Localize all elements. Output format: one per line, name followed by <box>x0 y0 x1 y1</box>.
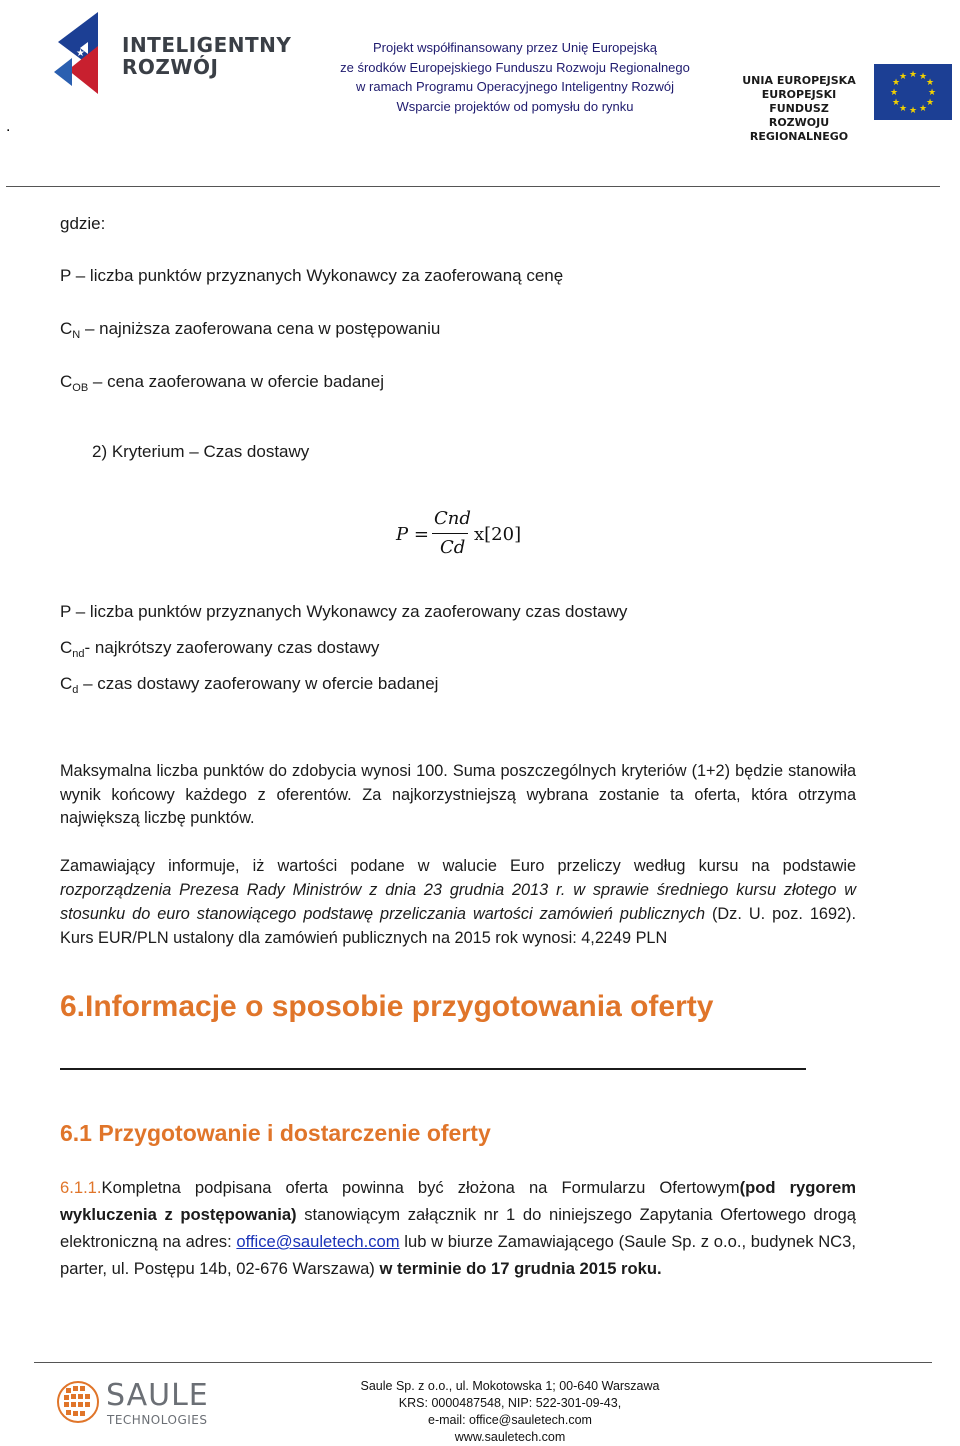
project-line-4: Wsparcie projektów od pomysłu do rynku <box>396 98 634 114</box>
eu-line-1: UNIA EUROPEJSKA <box>742 74 856 87</box>
euro-conversion-paragraph <box>60 854 856 950</box>
eu-fund-label <box>734 74 864 144</box>
svg-text:★: ★ <box>908 70 918 80</box>
definition-cn-subscript: N <box>72 329 81 341</box>
formula-rhs: x[20] <box>474 524 522 545</box>
gdzie-label: gdzie: <box>60 214 106 233</box>
criterion-2-heading: 2) Kryterium – Czas dostawy <box>92 442 310 461</box>
p611-bold-exclusion: (pod rygorem wykluczenia z postępowania) <box>60 1178 856 1224</box>
definition-cob <box>60 372 384 392</box>
page-dot: . <box>6 118 11 135</box>
definition-cob-symbol: C <box>60 372 73 391</box>
definition2-cd-symbol: C <box>60 674 73 693</box>
paragraph-6-1-1 <box>60 1174 856 1282</box>
definition2-cnd <box>60 638 379 658</box>
svg-text:★: ★ <box>925 78 935 88</box>
saule-logo-subtitle: TECHNOLOGIES <box>107 1413 208 1427</box>
project-line-2: ze środków Europejskiego Funduszu Rozwoju Regionalnego <box>340 59 690 75</box>
formula-fraction-bar <box>432 533 468 534</box>
formula-numerator: Cnd <box>434 508 471 529</box>
project-line-1: Projekt współfinansowany przez Unię Europejską <box>373 40 657 55</box>
definition2-cnd-subscript: nd <box>72 648 85 660</box>
eu-line-2: EUROPEJSKI FUNDUSZ <box>761 88 837 115</box>
section-6-heading: 6.Informacje o sposobie przygotowania oferty <box>60 990 714 1023</box>
formula-lhs: P = <box>396 524 429 545</box>
office-email-link[interactable]: office@sauletech.com <box>236 1232 400 1251</box>
euro-regulation-italic: rozporządzenia Prezesa Rady Ministrów z dnia 23 grudnia 2013 r. w sprawie średniego kursu złotego w stosunku do euro stanowiącego podstawę przeliczania wartości zamówień publicznych <box>60 881 856 923</box>
section-6-1-heading: 6.1 Przygotowanie i dostarczenie oferty <box>60 1120 491 1146</box>
svg-text:★: ★ <box>889 88 899 98</box>
saule-logo-word: SAULE <box>106 1378 209 1413</box>
definition2-cd-subscript: d <box>72 684 79 696</box>
definition2-cnd-text: - najkrótszy zaoferowany czas dostawy <box>84 638 380 657</box>
ir-logo-text <box>122 34 291 78</box>
ir-logo-line2: ROZWÓJ <box>122 55 219 79</box>
formula-denominator: Cd <box>440 537 466 558</box>
footer-line-1: Saule Sp. z o.o., ul. Mokotowska 1; 00-640 Warszawa <box>360 1379 660 1393</box>
max-points-paragraph: Maksymalna liczba punktów do zdobycia wynosi 100. Suma poszczególnych kryteriów (1+2) będzie stanowiła wynik końcowy każdego z oferentów. Za najkorzystniejszą wybrana zostanie ta oferta, która otrzyma największą liczbę punktów. <box>60 762 856 827</box>
definition2-cd <box>60 674 438 694</box>
header-divider <box>6 186 940 187</box>
svg-text:★: ★ <box>918 72 928 82</box>
company-contact <box>340 1378 680 1446</box>
definition2-cd-text: – czas dostawy zaoferowany w ofercie badanej <box>78 674 439 693</box>
definition-cn <box>60 319 440 339</box>
svg-text:★: ★ <box>908 106 918 116</box>
project-funding-note <box>330 38 700 116</box>
paragraph-number: 6.1.1. <box>60 1178 102 1197</box>
euro-text-2: (Dz. U. poz. 1692). Kurs EUR/PLN ustalony dla zamówień publicznych na 2015 rok wynosi: 4,2249 PLN <box>60 905 856 947</box>
definition-cob-text: – cena zaoferowana w ofercie badanej <box>88 372 384 391</box>
definition-cob-subscript: OB <box>72 382 89 394</box>
p611-bold-deadline: w terminie do 17 grudnia 2015 roku. <box>379 1259 662 1278</box>
svg-text:★: ★ <box>891 98 901 108</box>
definition2-cnd-symbol: C <box>60 638 73 657</box>
definition2-p: P – liczba punktów przyznanych Wykonawcy za zaoferowany czas dostawy <box>60 602 628 621</box>
p611-text-b: stanowiącym załącznik nr 1 do niniejszego Zapytania Ofertowego drogą elektroniczną na adres: <box>60 1205 856 1251</box>
ir-logo-line1: INTELIGENTNY <box>122 33 292 57</box>
footer-line-4: www.sauletech.com <box>454 1430 566 1444</box>
svg-text:★: ★ <box>76 48 85 59</box>
svg-text:★: ★ <box>898 72 908 82</box>
project-line-3: w ramach Programu Operacyjnego Inteligentny Rozwój <box>356 79 674 94</box>
footer-line-3: e-mail: office@sauletech.com <box>428 1413 592 1427</box>
svg-text:★: ★ <box>925 98 935 108</box>
footer-line-2: KRS: 0000487548, NIP: 522-301-09-43, <box>398 1396 622 1410</box>
svg-text:★: ★ <box>918 104 928 114</box>
footer-divider <box>34 1362 932 1363</box>
eu-line-3: ROZWOJU REGIONALNEGO <box>749 116 849 143</box>
euro-text-1: Zamawiający informuje, iż wartości podane w walucie Euro przeliczy według kursu na podstawie <box>60 857 856 875</box>
svg-text:★: ★ <box>891 78 901 88</box>
definition-p: P – liczba punktów przyznanych Wykonawcy za zaoferowaną cenę <box>60 266 564 285</box>
eu-flag-icon <box>874 64 952 120</box>
definition-cn-text: – najniższa zaoferowana cena w postępowaniu <box>80 319 441 338</box>
svg-text:★: ★ <box>927 88 937 98</box>
svg-text:★: ★ <box>898 104 908 114</box>
definition-cn-symbol: C <box>60 319 73 338</box>
section-6-underline <box>60 1068 806 1070</box>
p611-text-c: lub w biurze Zamawiającego (Saule Sp. z o.o., budynek NC3, parter, ul. Postępu 14b, 02-676 Warszawa) <box>60 1232 856 1278</box>
p611-text-a: Kompletna podpisana oferta powinna być złożona na Formularzu Ofertowym <box>101 1178 740 1197</box>
